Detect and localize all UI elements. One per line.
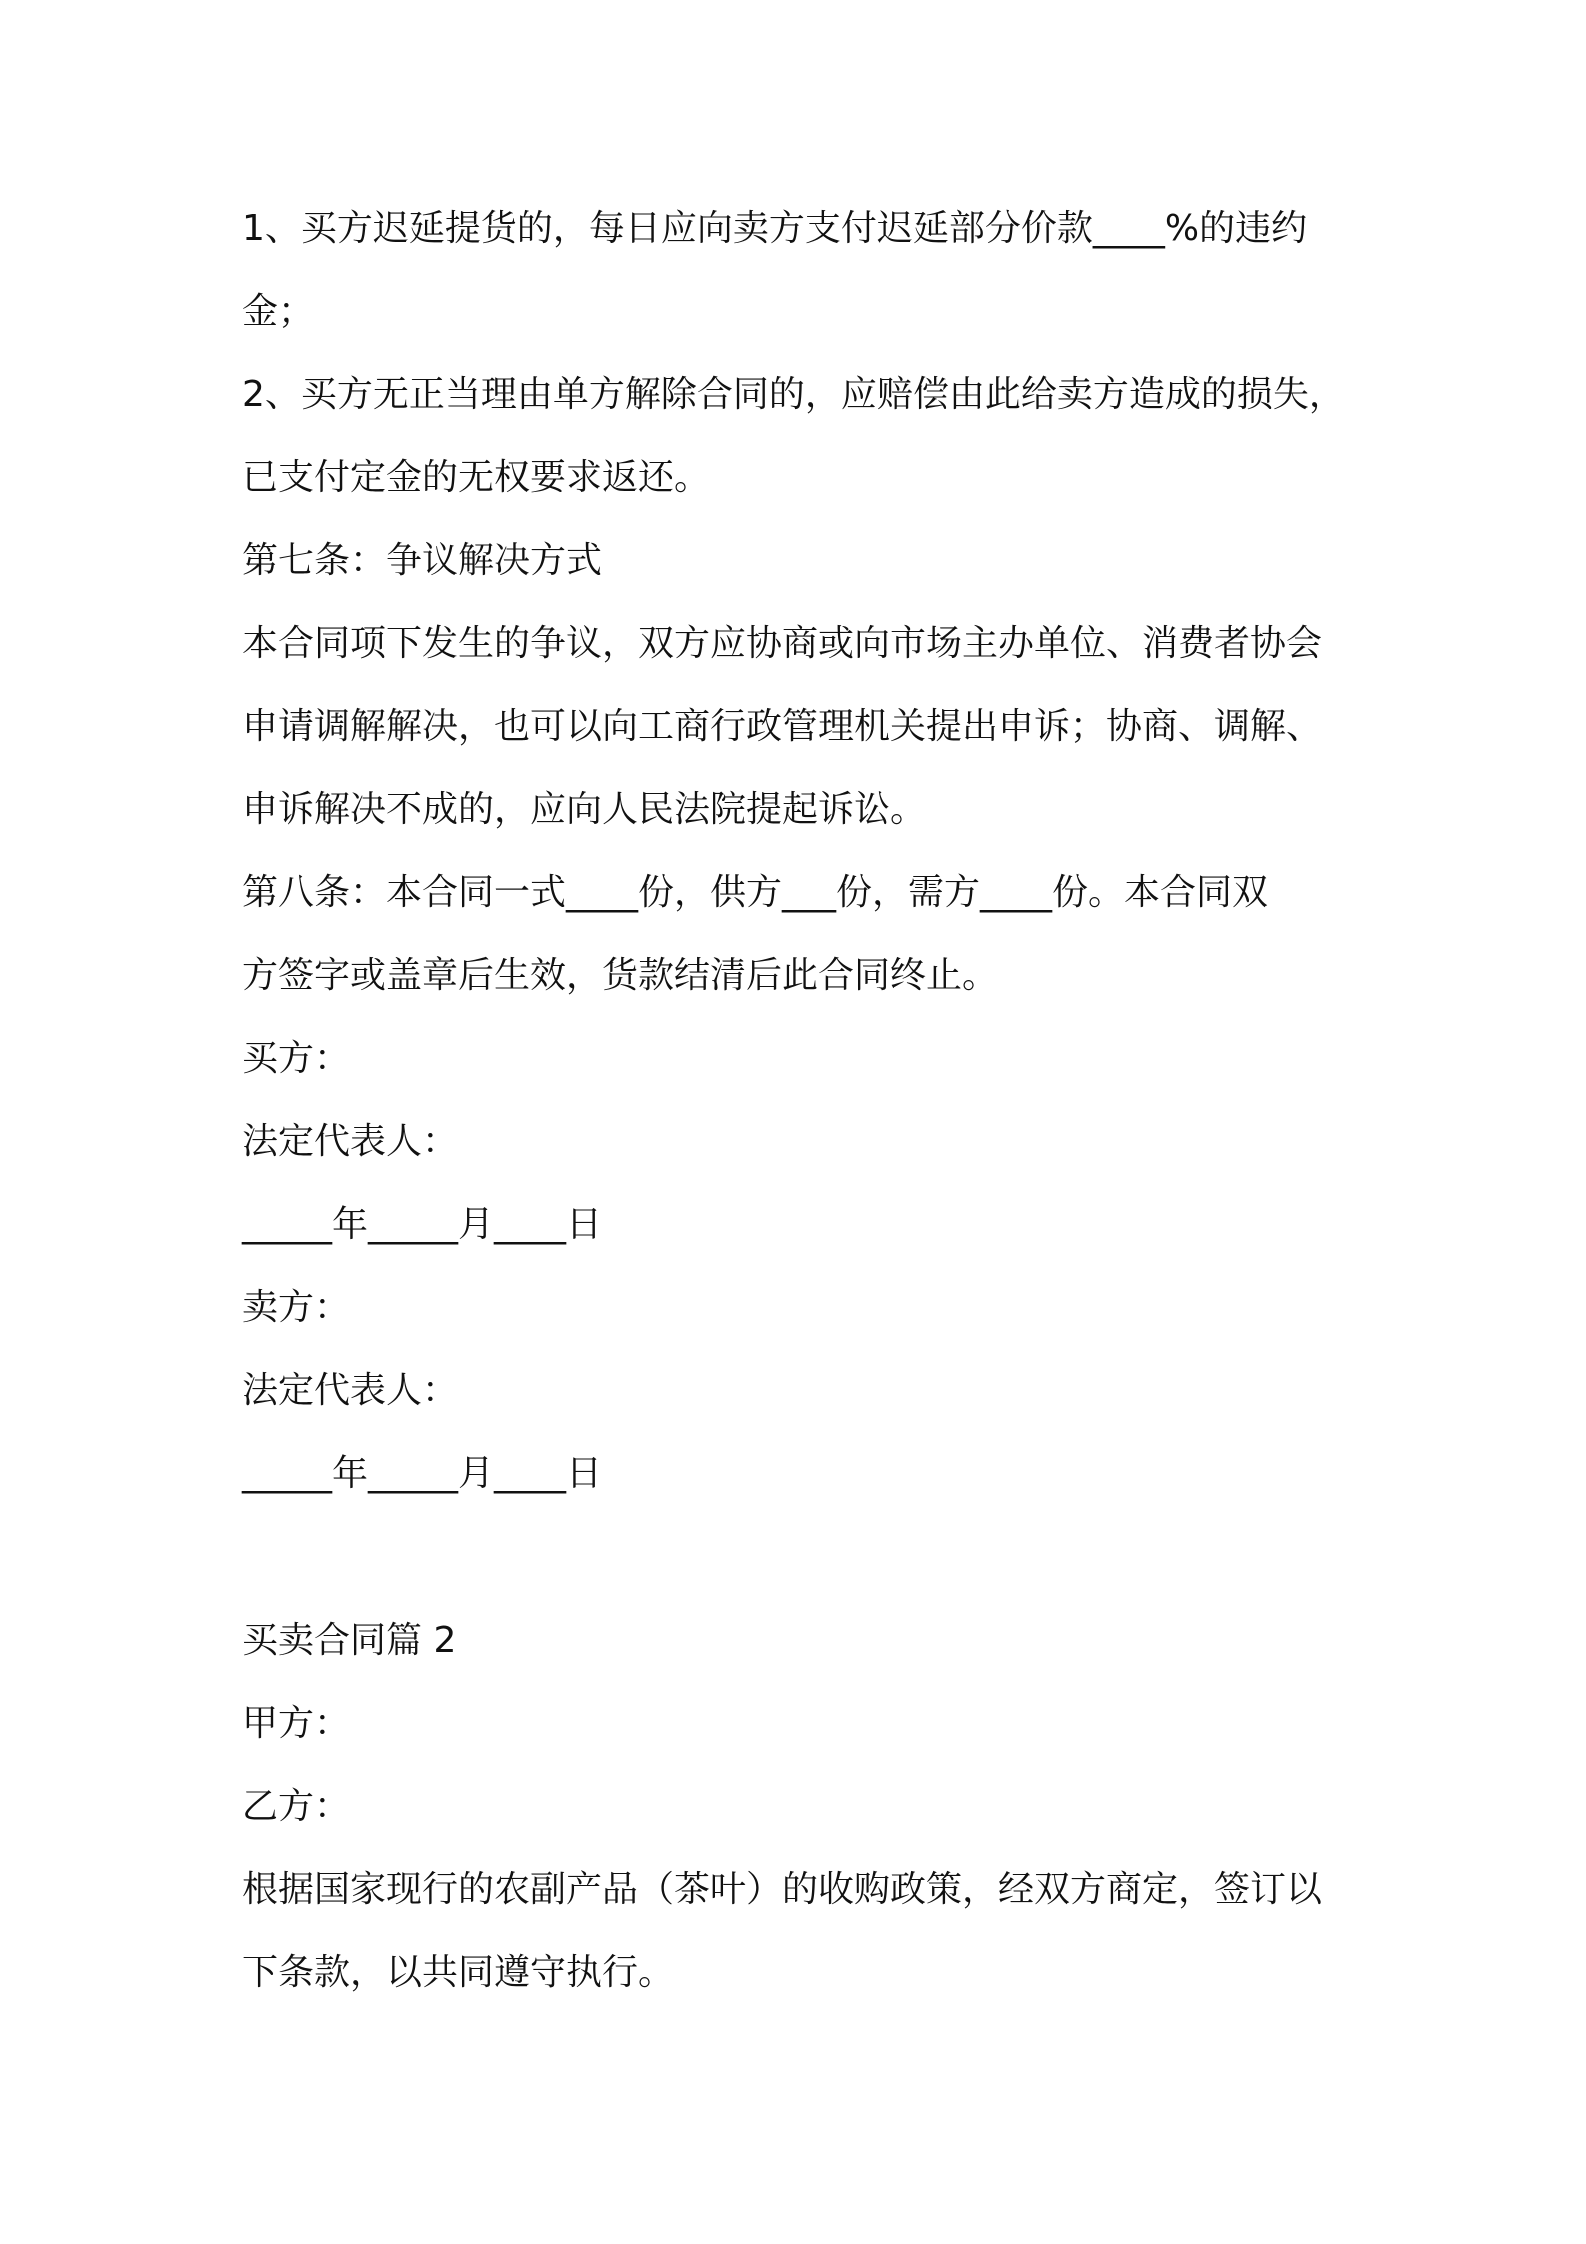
article-7-line-2: 申请调解解决，也可以向工商行政管理机关提出申诉；协商、调解、 [242,706,1323,747]
preamble-line-2: 下条款，以共同遵守执行。 [242,1952,675,1993]
article-7-line-1: 本合同项下发生的争议，双方应协商或向市场主办单位、消费者协会 [242,623,1323,664]
seller-label: 卖方： [242,1287,351,1328]
article-7-line-3: 申诉解决不成的，应向人民法院提起诉讼。 [242,789,927,830]
article-7-heading: 第七条：争议解决方式 [242,540,603,581]
party-b-label: 乙方： [242,1786,351,1827]
article-8-line-1: 第八条：本合同一式____份，供方___份，需方____份。本合同双 [242,872,1269,913]
buyer-legal-rep-label: 法定代表人： [242,1121,459,1162]
clause-2-line-2: 已支付定金的无权要求返还。 [242,457,711,498]
clause-1-line-1: 1、买方迟延提货的，每日应向卖方支付迟延部分价款____%的违约 [242,208,1308,249]
party-a-label: 甲方： [242,1703,351,1744]
seller-legal-rep-label: 法定代表人： [242,1370,459,1411]
seller-date-line: _____年_____月____日 [242,1453,602,1494]
article-8-line-2: 方签字或盖章后生效，货款结清后此合同终止。 [242,955,999,996]
preamble-line-1: 根据国家现行的农副产品（茶叶）的收购政策，经双方商定，签订以 [242,1869,1323,1910]
buyer-label: 买方： [242,1038,351,1079]
contract-2-title: 买卖合同篇 2 [242,1620,457,1661]
clause-2-line-1: 2、买方无正当理由单方解除合同的，应赔偿由此给卖方造成的损失， [242,374,1345,415]
clause-1-line-2: 金； [242,291,315,332]
buyer-date-line: _____年_____月____日 [242,1204,602,1245]
